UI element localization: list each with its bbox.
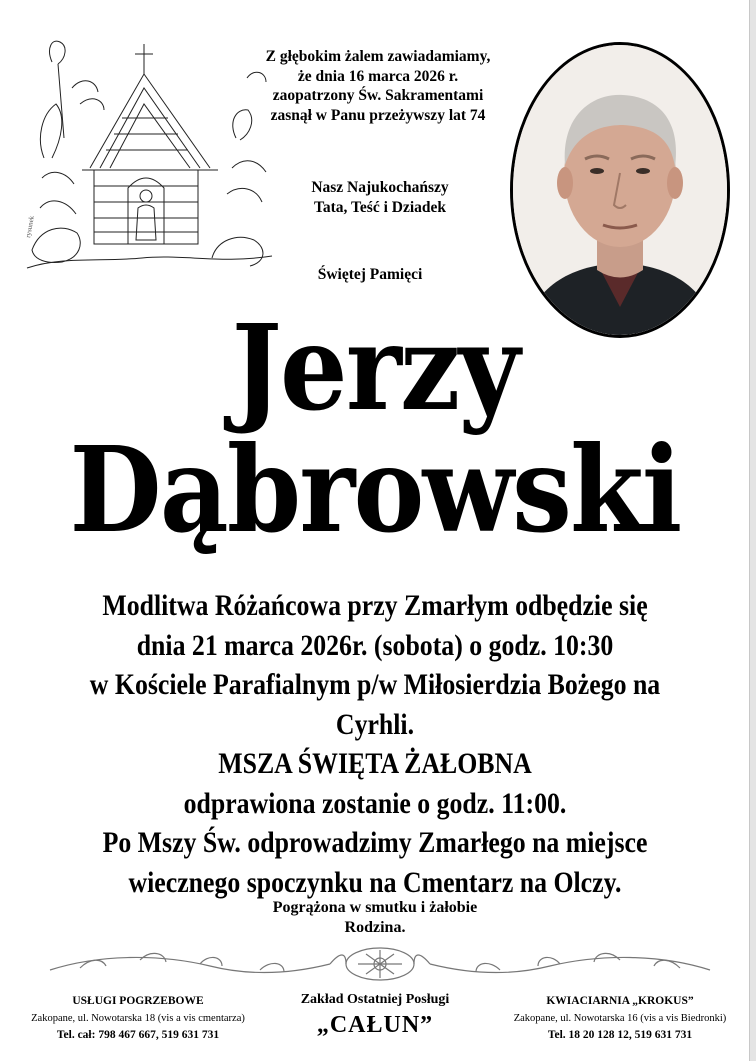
portrait-photo xyxy=(510,42,730,338)
footer-funeral-home xyxy=(270,990,480,1040)
deceased-last-name: Dąbrowski xyxy=(69,420,681,559)
footer-mid-title: Zakład Ostatniej Posługi xyxy=(300,992,450,1007)
intro-line: zaopatrzony Św. Sakramentami xyxy=(272,87,484,104)
intro-line: że dnia 16 marca 2026 r. xyxy=(297,67,459,85)
svg-text:rysunek: rysunek xyxy=(24,215,36,239)
footer-right-title: KWIACIARNIA „KROKUS” xyxy=(546,995,694,1007)
announcement-intro xyxy=(240,47,516,125)
floral-ornament-icon xyxy=(40,940,720,988)
intro-line: zasnął w Panu przeżywszy lat 74 xyxy=(270,106,486,124)
footer-left-address: Zakopane, ul. Nowotarska 18 (vis a vis cmentarza) xyxy=(31,1013,245,1024)
ceremony-line: MSZA ŚWIĘTA ŻAŁOBNA xyxy=(218,747,532,780)
portrait-icon xyxy=(513,45,727,335)
ceremony-line: wiecznego spoczynku na Cmentarz na Olczy. xyxy=(128,865,622,899)
ceremony-line: Po Mszy Św. odprowadzimy Zmarłego na miejsce xyxy=(102,826,648,859)
relation-line: Tata, Teść i Dziadek xyxy=(313,198,447,216)
footer-right-address: Zakopane, ul. Nowotarska 16 (vis a vis Biedronki) xyxy=(513,1013,727,1024)
footer-left-title: USŁUGI POGRZEBOWE xyxy=(72,995,204,1007)
mourners-signature xyxy=(200,898,550,938)
footer-funeral-services xyxy=(18,993,258,1044)
ceremony-line: dnia 21 marca 2026r. (sobota) o godz. 10:30 xyxy=(136,628,614,662)
mourners-line: Rodzina. xyxy=(344,919,406,936)
footer-florist xyxy=(500,993,740,1044)
family-relation xyxy=(270,178,490,217)
intro-line: Z głębokim żalem zawiadamiamy, xyxy=(265,48,491,65)
ceremony-line: odprawiona zostanie o godz. 11:00. xyxy=(183,786,567,820)
ceremony-details xyxy=(53,586,698,902)
ceremony-line: Modlitwa Różańcowa przy Zmarłym odbędzie się xyxy=(102,589,648,622)
deceased-first-name: Jerzy xyxy=(231,298,519,437)
footer-right-phone: Tel. 18 20 128 12, 519 631 731 xyxy=(547,1029,693,1041)
mourners-line: Pogrążona w smutku i żałobie xyxy=(272,899,478,916)
page-edge xyxy=(749,0,756,1061)
memory-heading: Świętej Pamięci xyxy=(317,266,423,283)
footer-mid-name: „CAŁUN” xyxy=(316,1012,434,1038)
relation-line: Nasz Najukochańszy xyxy=(311,179,449,196)
ceremony-line: w Kościele Parafialnym p/w Miłosierdzia Bożego na Cyrhli. xyxy=(89,668,661,741)
footer-left-phone: Tel. cał: 798 467 667, 519 631 731 xyxy=(56,1029,220,1041)
